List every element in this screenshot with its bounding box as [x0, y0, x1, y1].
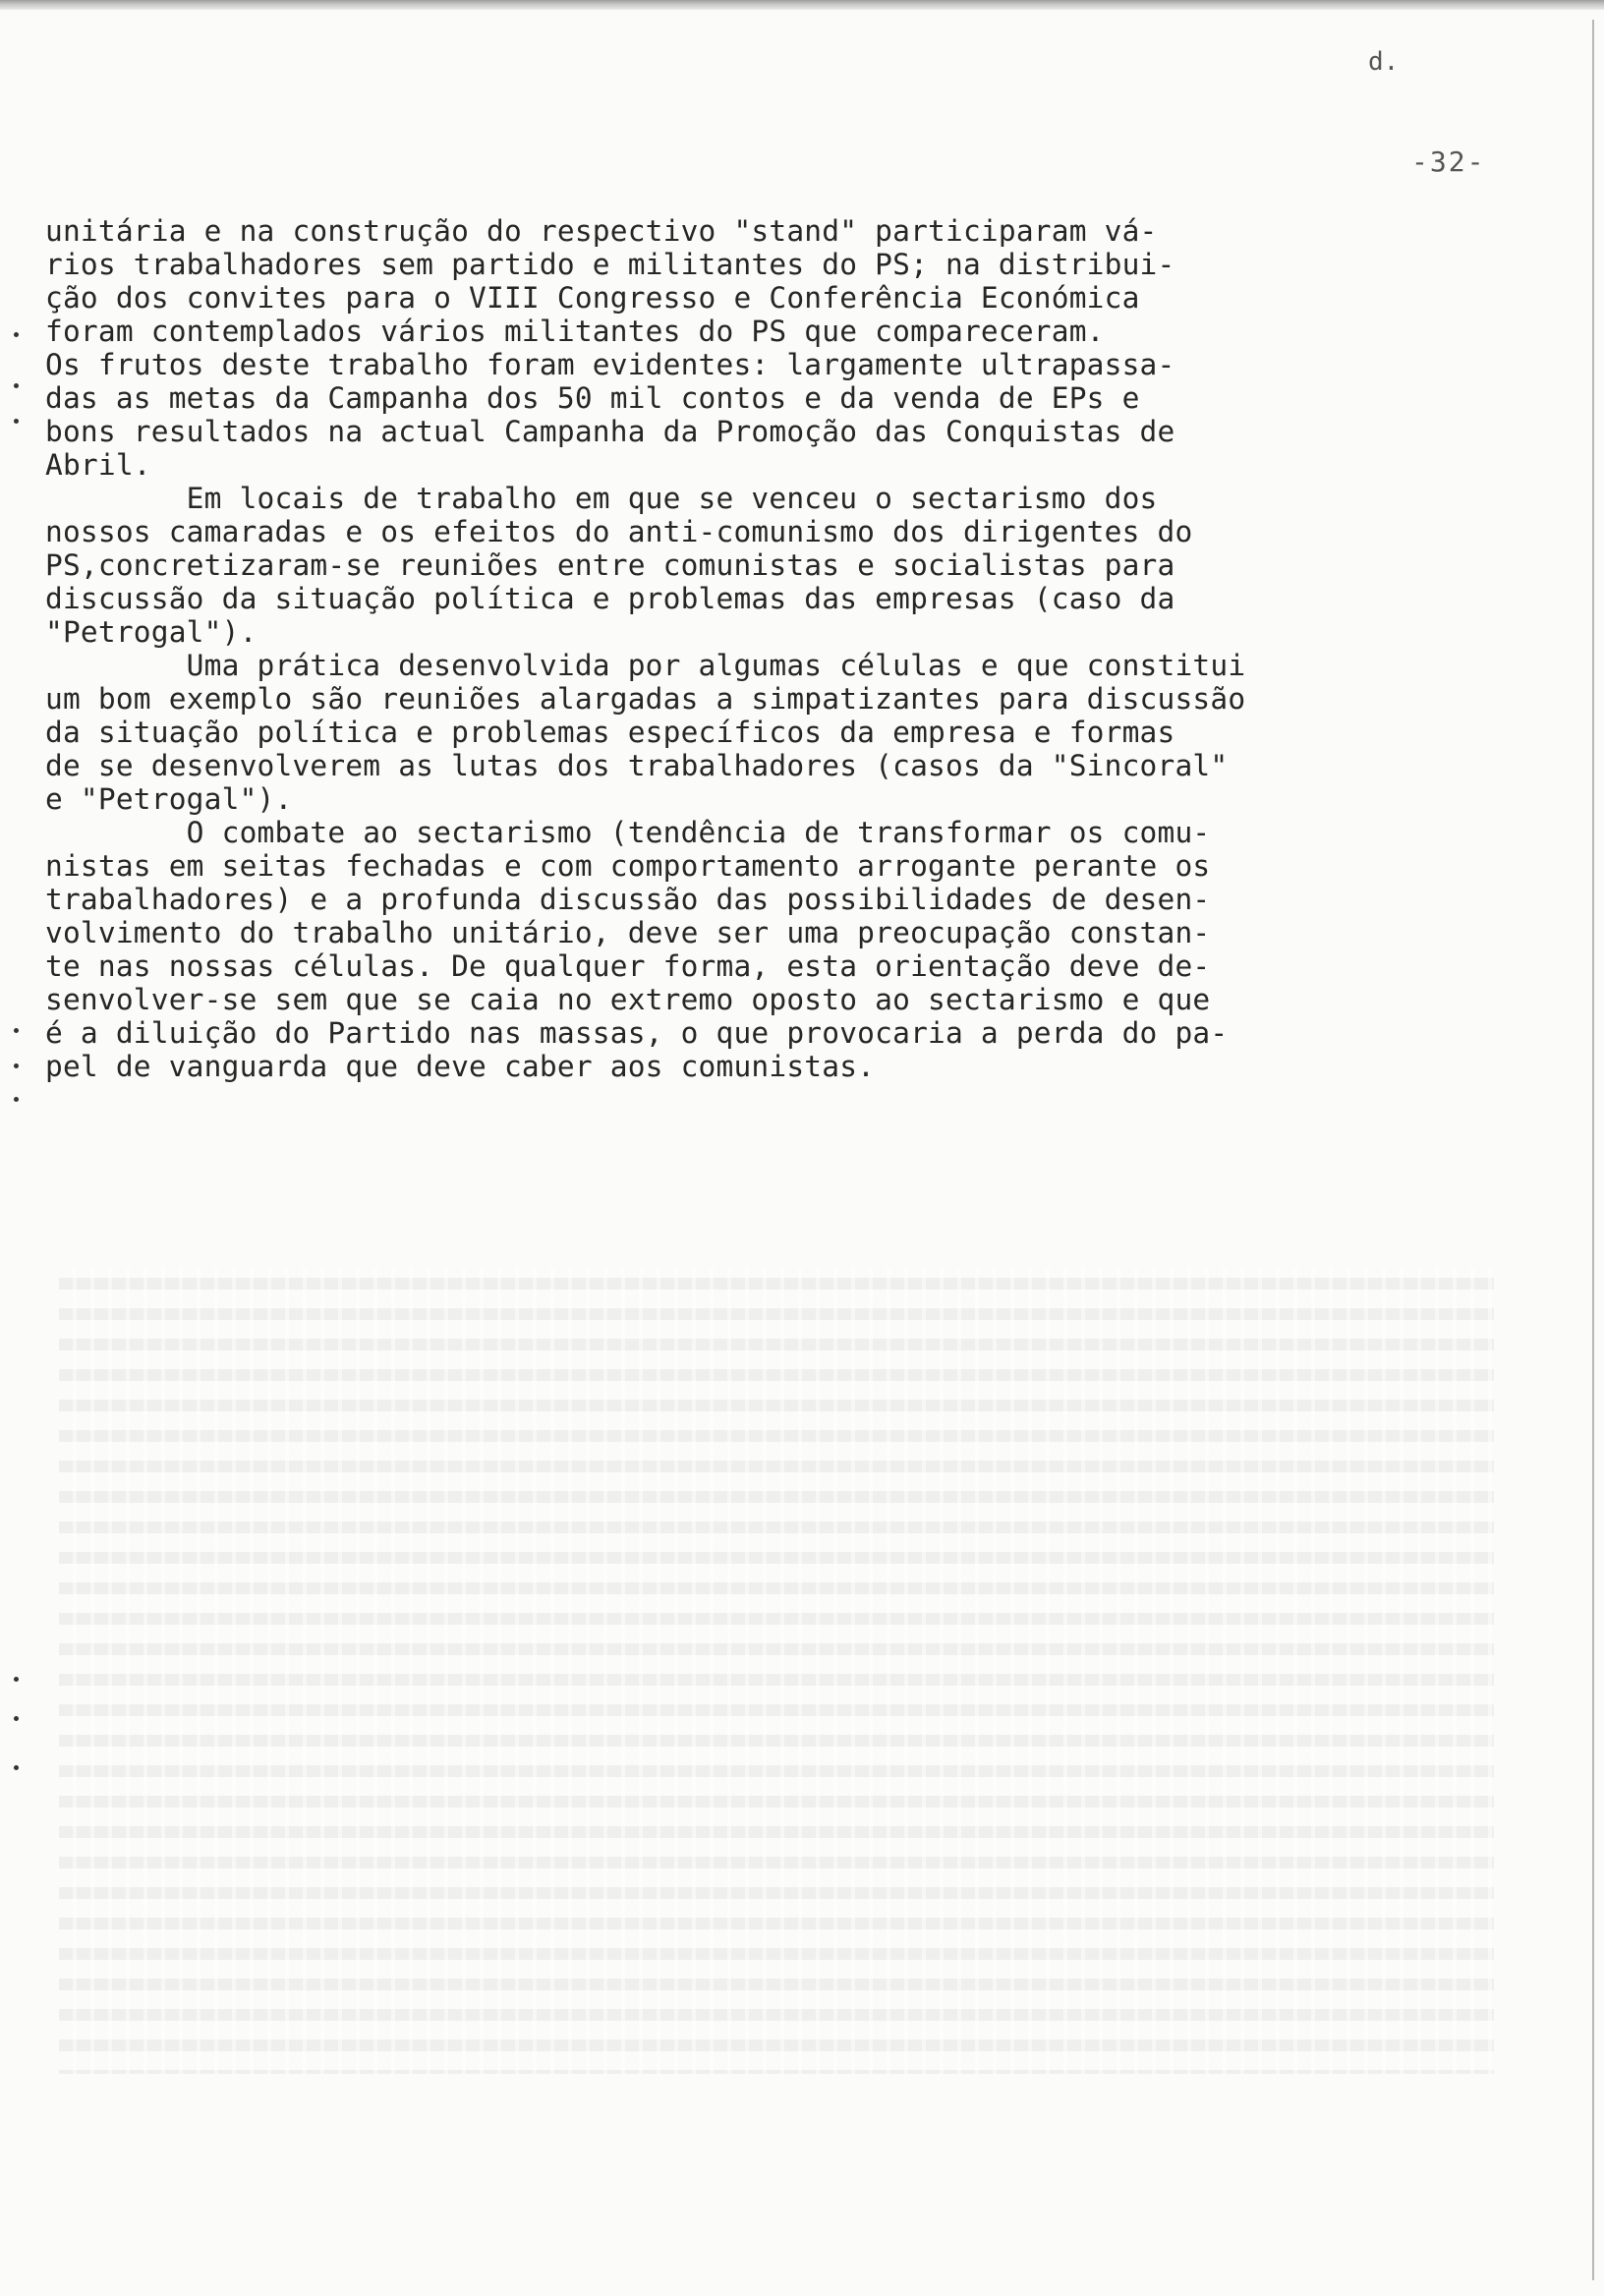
corner-mark: d. — [1368, 47, 1400, 77]
text-line: rios trabalhadores sem partido e militantes do PS; na distribui- — [45, 248, 1175, 281]
text-line: "Petrogal"). — [45, 615, 258, 649]
text-line: O combate ao sectarismo (tendência de transformar os comu- — [45, 816, 1211, 849]
text-line: volvimento do trabalho unitário, deve ser uma preocupação constan- — [45, 916, 1211, 949]
margin-speck — [14, 419, 19, 424]
text-line: foram contemplados vários militantes do PS que compareceram. — [45, 315, 1105, 348]
page-number: -32- — [1411, 145, 1486, 178]
text-line: nossos camaradas e os efeitos do anti-comunismo dos dirigentes do — [45, 515, 1193, 548]
text-line: ção dos convites para o VIII Congresso e Conferência Económica — [45, 281, 1140, 315]
text-line: trabalhadores) e a profunda discussão das possibilidades de desen- — [45, 883, 1211, 916]
text-line: nistas em seitas fechadas e com comportamento arrogante perante os — [45, 849, 1211, 883]
text-line: de se desenvolverem as lutas dos trabalhadores (casos da "Sincoral" — [45, 749, 1229, 782]
text-line: é a diluição do Partido nas massas, o que provocaria a perda do pa- — [45, 1016, 1229, 1050]
bleed-through-text-area — [59, 1268, 1494, 2074]
margin-speck — [14, 1097, 19, 1102]
body-text — [45, 214, 1421, 1083]
margin-speck — [14, 383, 19, 388]
text-line: senvolver-se sem que se caia no extremo oposto ao sectarismo e que — [45, 983, 1211, 1016]
scan-top-edge — [0, 0, 1604, 10]
margin-speck — [14, 1028, 19, 1033]
text-line: discussão da situação política e problemas das empresas (caso da — [45, 582, 1175, 615]
text-line: e "Petrogal"). — [45, 782, 293, 816]
text-line: bons resultados na actual Campanha da Promoção das Conquistas de — [45, 415, 1175, 448]
margin-speck — [14, 1677, 19, 1682]
text-line: da situação política e problemas específicos da empresa e formas — [45, 716, 1175, 749]
text-line: pel de vanguarda que deve caber aos comunistas. — [45, 1050, 876, 1083]
margin-speck — [14, 1063, 19, 1068]
margin-speck — [14, 332, 19, 337]
text-line: um bom exemplo são reuniões alargadas a simpatizantes para discussão — [45, 682, 1246, 716]
text-line: te nas nossas células. De qualquer forma, esta orientação deve de- — [45, 949, 1211, 983]
text-line: PS,concretizaram-se reuniões entre comunistas e socialistas para — [45, 548, 1175, 582]
text-line: Em locais de trabalho em que se venceu o sectarismo dos — [45, 482, 1158, 515]
text-line: unitária e na construção do respectivo "stand" participaram vá- — [45, 214, 1158, 248]
text-line: Uma prática desenvolvida por algumas células e que constitui — [45, 649, 1246, 682]
scan-right-edge — [1592, 20, 1594, 2280]
margin-speck — [14, 1716, 19, 1721]
text-line: das as metas da Campanha dos 50 mil contos e da venda de EPs e — [45, 381, 1140, 415]
text-line: Abril. — [45, 448, 151, 482]
text-line: Os frutos deste trabalho foram evidentes: largamente ultrapassa- — [45, 348, 1175, 381]
margin-speck — [14, 1765, 19, 1770]
